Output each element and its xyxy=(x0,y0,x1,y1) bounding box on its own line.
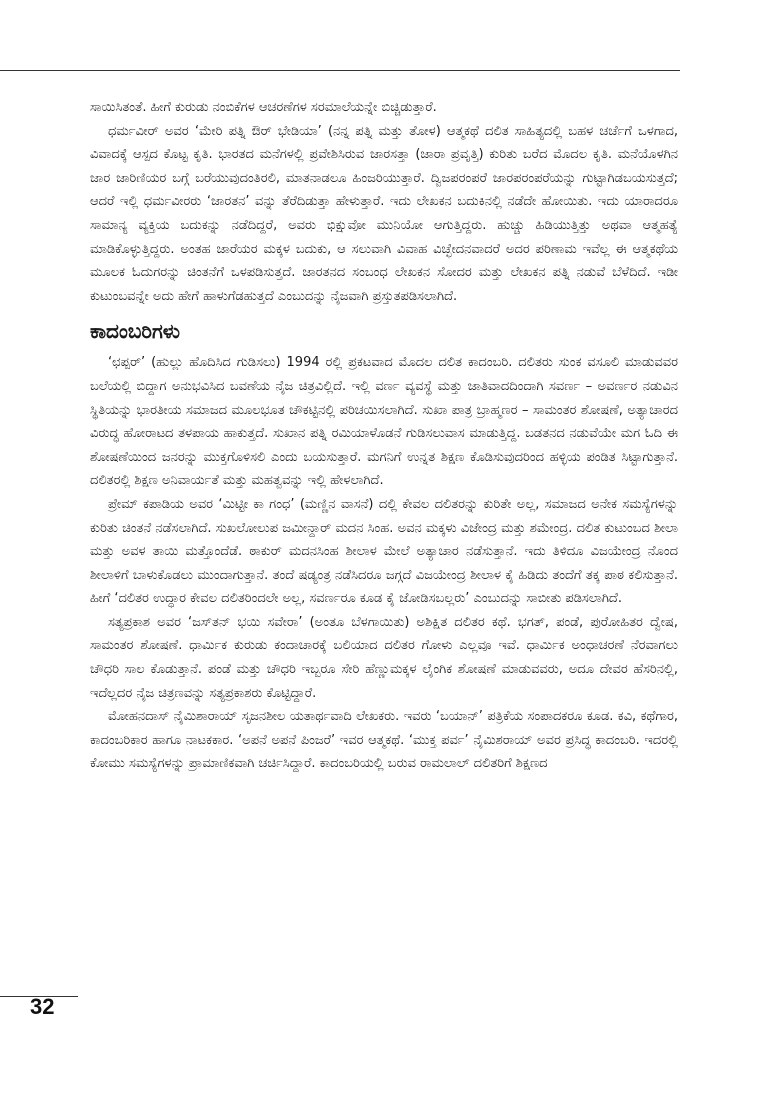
paragraph-autobiography: ಧರ್ಮವೀರ್ ಅವರ ‘ಮೇರಿ ಪತ್ನಿ ಔರ್ ಭೇಡಿಯಾ’ (ನನ್ನ ಪತ್ನಿ ಮತ್ತು ತೋಳ) ಆತ್ಮಕಥೆ ದಲಿತ ಸಾಹಿತ್ಯದಲ್ಲಿ ಬಹಳ ಚರ್ಚೆಗೆ ಒಳಗಾದ, ವಿವಾದಕ್ಕೆ ಆಸ್ಪದ ಕೊಟ್ಟ ಕೃತಿ. ಭಾರತದ ಮನೆಗಳಲ್ಲಿ ಪ್ರವೇಶಿಸಿರುವ ಜಾರಸತ್ತಾ (ಜಾರಾ ಪ್ರವೃತ್ತಿ) ಕುರಿತು ಬರೆದ ಮೊದಲ ಕೃತಿ. ಮನೆಯೊಳಗಿನ ಜಾರ ಜಾರಿಣಿಯರ ಬಗ್ಗೆ ಬರೆಯುವುದಂತಿರಲಿ, ಮಾತನಾಡಲೂ ಹಿಂಜರಿಯುತ್ತಾರೆ. ದ್ವಿಜಪರಂಪರೆ ಜಾರಪರಂಪರೆಯನ್ನು ಗುಟ್ಟಾಗಿಡಬಯಸುತ್ತದೆ; ಆದರೆ ಇಲ್ಲಿ ಧರ್ಮವೀರರು ‘ಜಾರತನ’ ವನ್ನು ತೆರೆದಿಡುತ್ತಾ ಹೇಳುತ್ತಾರೆ. ಇದು ಲೇಖಕನ ಬದುಕಿನಲ್ಲಿ ನಡೆದೇ ಹೋಯಿತು. ಇದು ಯಾರಾದರೂ ಸಾಮಾನ್ಯ ವ್ಯಕ್ತಿಯ ಬದುಕನ್ನು ನಡೆದಿದ್ದರೆ, ಅವರು ಭಿಕ್ಷುವೋ ಮುನಿಯೋ ಆಗುತ್ತಿದ್ದರು. ಹುಚ್ಚು ಹಿಡಿಯುತ್ತಿತ್ತು ಅಥವಾ ಆತ್ಮಹತ್ಯೆ ಮಾಡಿಕೊಳ್ಳುತ್ತಿದ್ದರು. ಅಂತಹ ಜಾರೆಯರ ಮಕ್ಕಳ ಬದುಕು, ಆ ಸಲುವಾಗಿ ವಿವಾಹ ವಿಚ್ಛೇದನವಾದರೆ ಅದರ ಪರಿಣಾಮ ಇವೆಲ್ಲ ಈ ಆತ್ಮಕಥೆಯ ಮೂಲಕ ಓದುಗರನ್ನು ಚಿಂತನೆಗೆ ಒಳಪಡಿಸುತ್ತದೆ. ಜಾರತನದ ಸಂಬಂಧ ಲೇಖಕನ ಸೋದರ ಮತ್ತು ಲೇಖಕನ ಪತ್ನಿ ನಡುವೆ ಬೆಳೆದಿದೆ. ಇಡೀ ಕುಟುಂಬವನ್ನೇ ಅದು ಹೇಗೆ ಹಾಳುಗೆಡಹುತ್ತದೆ ಎಂಬುದನ್ನು ನೈಜವಾಗಿ ಪ್ರಸ್ತುತಪಡಿಸಲಾಗಿದೆ. xyxy=(90,123,678,304)
paragraph-naimishray: ಮೋಹನದಾಸ್ ನೈಮಿಶಾರಾಯ್ ಸೃಜನಶೀಲ ಯತಾರ್ಥವಾದಿ ಲೇಖಕರು. ಇವರು ‘ಬಯಾನ್’ ಪತ್ರಿಕೆಯ ಸಂಪಾದಕರೂ ಕೂಡ. ಕವಿ, ಕಥೆಗಾರ, ಕಾದಂಬರಿಕಾರ ಹಾಗೂ ನಾಟಕಕಾರ. ‘ಅಪನೆ ಅಪನೆ ಪಿಂಜರೆ’ ಇವರ ಆತ್ಮಕಥೆ. ‘ಮುಕ್ತ ಪರ್ವ’ ನೈಮಿಶರಾಯ್ ಅವರ ಪ್ರಸಿದ್ಧ ಕಾದಂಬರಿ. ಇದರಲ್ಲಿ ಕೋಮು ಸಮಸ್ಯೆಗಳನ್ನು ಪ್ರಾಮಾಣಿಕವಾಗಿ ಚರ್ಚಿಸಿದ್ದಾರೆ. ಕಾದಂಬರಿಯಲ್ಲಿ ಬರುವ ರಾಮಲಾಲ್ ದಲಿತರಿಗೆ ಶಿಕ್ಷಣದ xyxy=(90,709,678,772)
paragraph-continuation: ಸಾಯಿಸಿತಂತೆ. ಹೀಗೆ ಕುರುಡು ನಂಬಿಕೆಗಳ ಆಚರಣೆಗಳ ಸರಮಾಲೆಯನ್ನೇ ಬಿಚ್ಚಿಡುತ್ತಾರೆ. xyxy=(90,100,437,115)
paragraph-mitti-ka-gandh: ಪ್ರೇಮ್ ಕಪಾಡಿಯ ಅವರ ‘ಮಿಟ್ಟೀ ಕಾ ಗಂಧ’ (ಮಣ್ಣಿನ ವಾಸನೆ) ದಲ್ಲಿ ಕೇವಲ ದಲಿತರನ್ನು ಕುರಿತೇ ಅಲ್ಲ, ಸಮಾಜದ ಅನೇಕ ಸಮಸ್ಯೆಗಳನ್ನು ಕುರಿತು ಚಿಂತನೆ ನಡೆಸಲಾಗಿದೆ. ಸುಖಲೋಲುಪ ಜಮೀನ್ದಾರ್ ಮದನ ಸಿಂಹ. ಅವನ ಮಕ್ಕಳು ವಿಜೇಂದ್ರ ಮತ್ತು ಶಮೇಂದ್ರ. ದಲಿತ ಕುಟುಂಬದ ಶೀಲಾ ಮತ್ತು ಅವಳ ತಾಯಿ ಮತ್ತೊಂದೆಡೆ. ಠಾಕುರ್ ಮದನಸಿಂಹ ಶೀಲಾಳ ಮೇಲೆ ಅತ್ಯಾಚಾರ ನಡೆಸುತ್ತಾನೆ. ಇದು ತಿಳಿದೂ ವಿಜಯೇಂದ್ರ ನೊಂದ ಶೀಲಾಳಿಗೆ ಬಾಳುಕೊಡಲು ಮುಂದಾಗುತ್ತಾನೆ. ತಂದೆ ಷಡ್ಯಂತ್ರ ನಡೆಸಿದರೂ ಜಗ್ಗದೆ ವಿಜಯೇಂದ್ರ ಶೀಲಾಳ ಕೈ ಹಿಡಿದು ತಂದೆಗೆ ತಕ್ಕ ಪಾಠ ಕಲಿಸುತ್ತಾನೆ. ಹೀಗೆ ‘ದಲಿತರ ಉದ್ಧಾರ ಕೇವಲ ದಲಿತರಿಂದಲೇ ಅಲ್ಲ, ಸವರ್ಣರೂ ಕೂಡ ಕೈ ಜೋಡಿಸಬಲ್ಲರು’ ಎಂಬುದನ್ನು ಸಾಬೀತು ಪಡಿಸಲಾಗಿದೆ. xyxy=(90,496,678,607)
page-number: 32 xyxy=(30,994,55,1019)
section-heading-novels: ಕಾದಂಬರಿಗಳು xyxy=(90,319,180,344)
header-rule xyxy=(0,70,680,71)
page-body xyxy=(90,96,678,776)
paragraph-chhappar: ‘ಛಪ್ಪರ್’ (ಹುಲ್ಲು ಹೊದಿಸಿದ ಗುಡಿಸಲು) 1994 ರಲ್ಲಿ ಪ್ರಕಟವಾದ ಮೊದಲ ದಲಿತ ಕಾದಂಬರಿ. ದಲಿತರು ಸುಂಕ ವಸೂಲಿ ಮಾಡುವವರ ಬಲೆಯಲ್ಲಿ ಬಿದ್ದಾಗ ಅನುಭವಿಸಿದ ಬವಣೆಯ ನೈಜ ಚಿತ್ರವಿಲ್ಲಿದೆ. ಇಲ್ಲಿ ವರ್ಣ ವ್ಯವಸ್ಥೆ ಮತ್ತು ಜಾತಿವಾದದಿಂದಾಗಿ ಸವರ್ಣ – ಅವರ್ಣರ ನಡುವಿನ ಸ್ಥಿತಿಯನ್ನು ಭಾರತೀಯ ಸಮಾಜದ ಮೂಲಭೂತ ಚೌಕಟ್ಟಿನಲ್ಲಿ ಪರಿಚಯಿಸಲಾಗಿದೆ. ಸುಖಾ ಪಾತ್ರ ಬ್ರಾಹ್ಮಣರ – ಸಾಮಂತರ ಶೋಷಣೆ, ಅತ್ಯಾಚಾರದ ವಿರುದ್ಧ ಹೋರಾಟದ ತಳಪಾಯ ಹಾಕುತ್ತದೆ. ಸುಖಾನ ಪತ್ನಿ ರಮಿಯಾಳೊಡನೆ ಗುಡಿಸಲುವಾಸ ಮಾಡುತ್ತಿದ್ದ. ಬಡತನದ ನಡುವೆಯೇ ಮಗ ಓದಿ ಈ ಶೋಷಣೆಯಿಂದ ಜನರನ್ನು ಮುಕ್ತಗೊಳಿಸಲಿ ಎಂದು ಬಯಸುತ್ತಾರೆ. ಮಗನಿಗೆ ಉನ್ನತ ಶಿಕ್ಷಣ ಕೊಡಿಸುವುದರಿಂದ ಹಳ್ಳಿಯ ಪಂಡಿತ ಸಿಟ್ಟಾಗುತ್ತಾನೆ. ದಲಿತರಲ್ಲಿ ಶಿಕ್ಷಣ ಅನಿವಾರ್ಯತೆ ಮತ್ತು ಮಹತ್ವವನ್ನು ಇಲ್ಲಿ ಹೇಳಲಾಗಿದೆ. xyxy=(90,355,678,489)
paragraph-jas-tan-bhayi-savera: ಸತ್ಯಪ್ರಕಾಶ ಅವರ ‘ಜಸ್‌ತನ್ ಭಯಿ ಸವೇರಾ’ (ಅಂತೂ ಬೆಳಗಾಯಿತು) ಅಶಿಕ್ಷಿತ ದಲಿತರ ಕಥೆ. ಭಗತ್, ಪಂಡೆ, ಪುರೋಹಿತರ ದ್ವೇಷ, ಸಾಮಂತರ ಶೋಷಣೆ. ಧಾರ್ಮಿಕ ಕುರುಡು ಕಂದಾಚಾರಕ್ಕೆ ಬಲಿಯಾದ ದಲಿತರ ಗೋಳು ಎಲ್ಲವೂ ಇವೆ. ಧಾರ್ಮಿಕ ಅಂಧಾಚರಣೆ ನೆರವಾಗಲು ಚೌಧರಿ ಸಾಲ ಕೊಡುತ್ತಾನೆ. ಪಂಡೆ ಮತ್ತು ಚೌಧರಿ ಇಬ್ಬರೂ ಸೇರಿ ಹೆಣ್ಣುಮಕ್ಕಳ ಲೈಂಗಿಕ ಶೋಷಣೆ ಮಾಡುವವರು, ಅದೂ ದೇವರ ಹೆಸರಿನಲ್ಲಿ, ಇದೆಲ್ಲದರ ನೈಜ ಚಿತ್ರಣವನ್ನು ಸತ್ಯಪ್ರಕಾಶರು ಕೊಟ್ಟಿದ್ದಾರೆ. xyxy=(90,614,678,701)
